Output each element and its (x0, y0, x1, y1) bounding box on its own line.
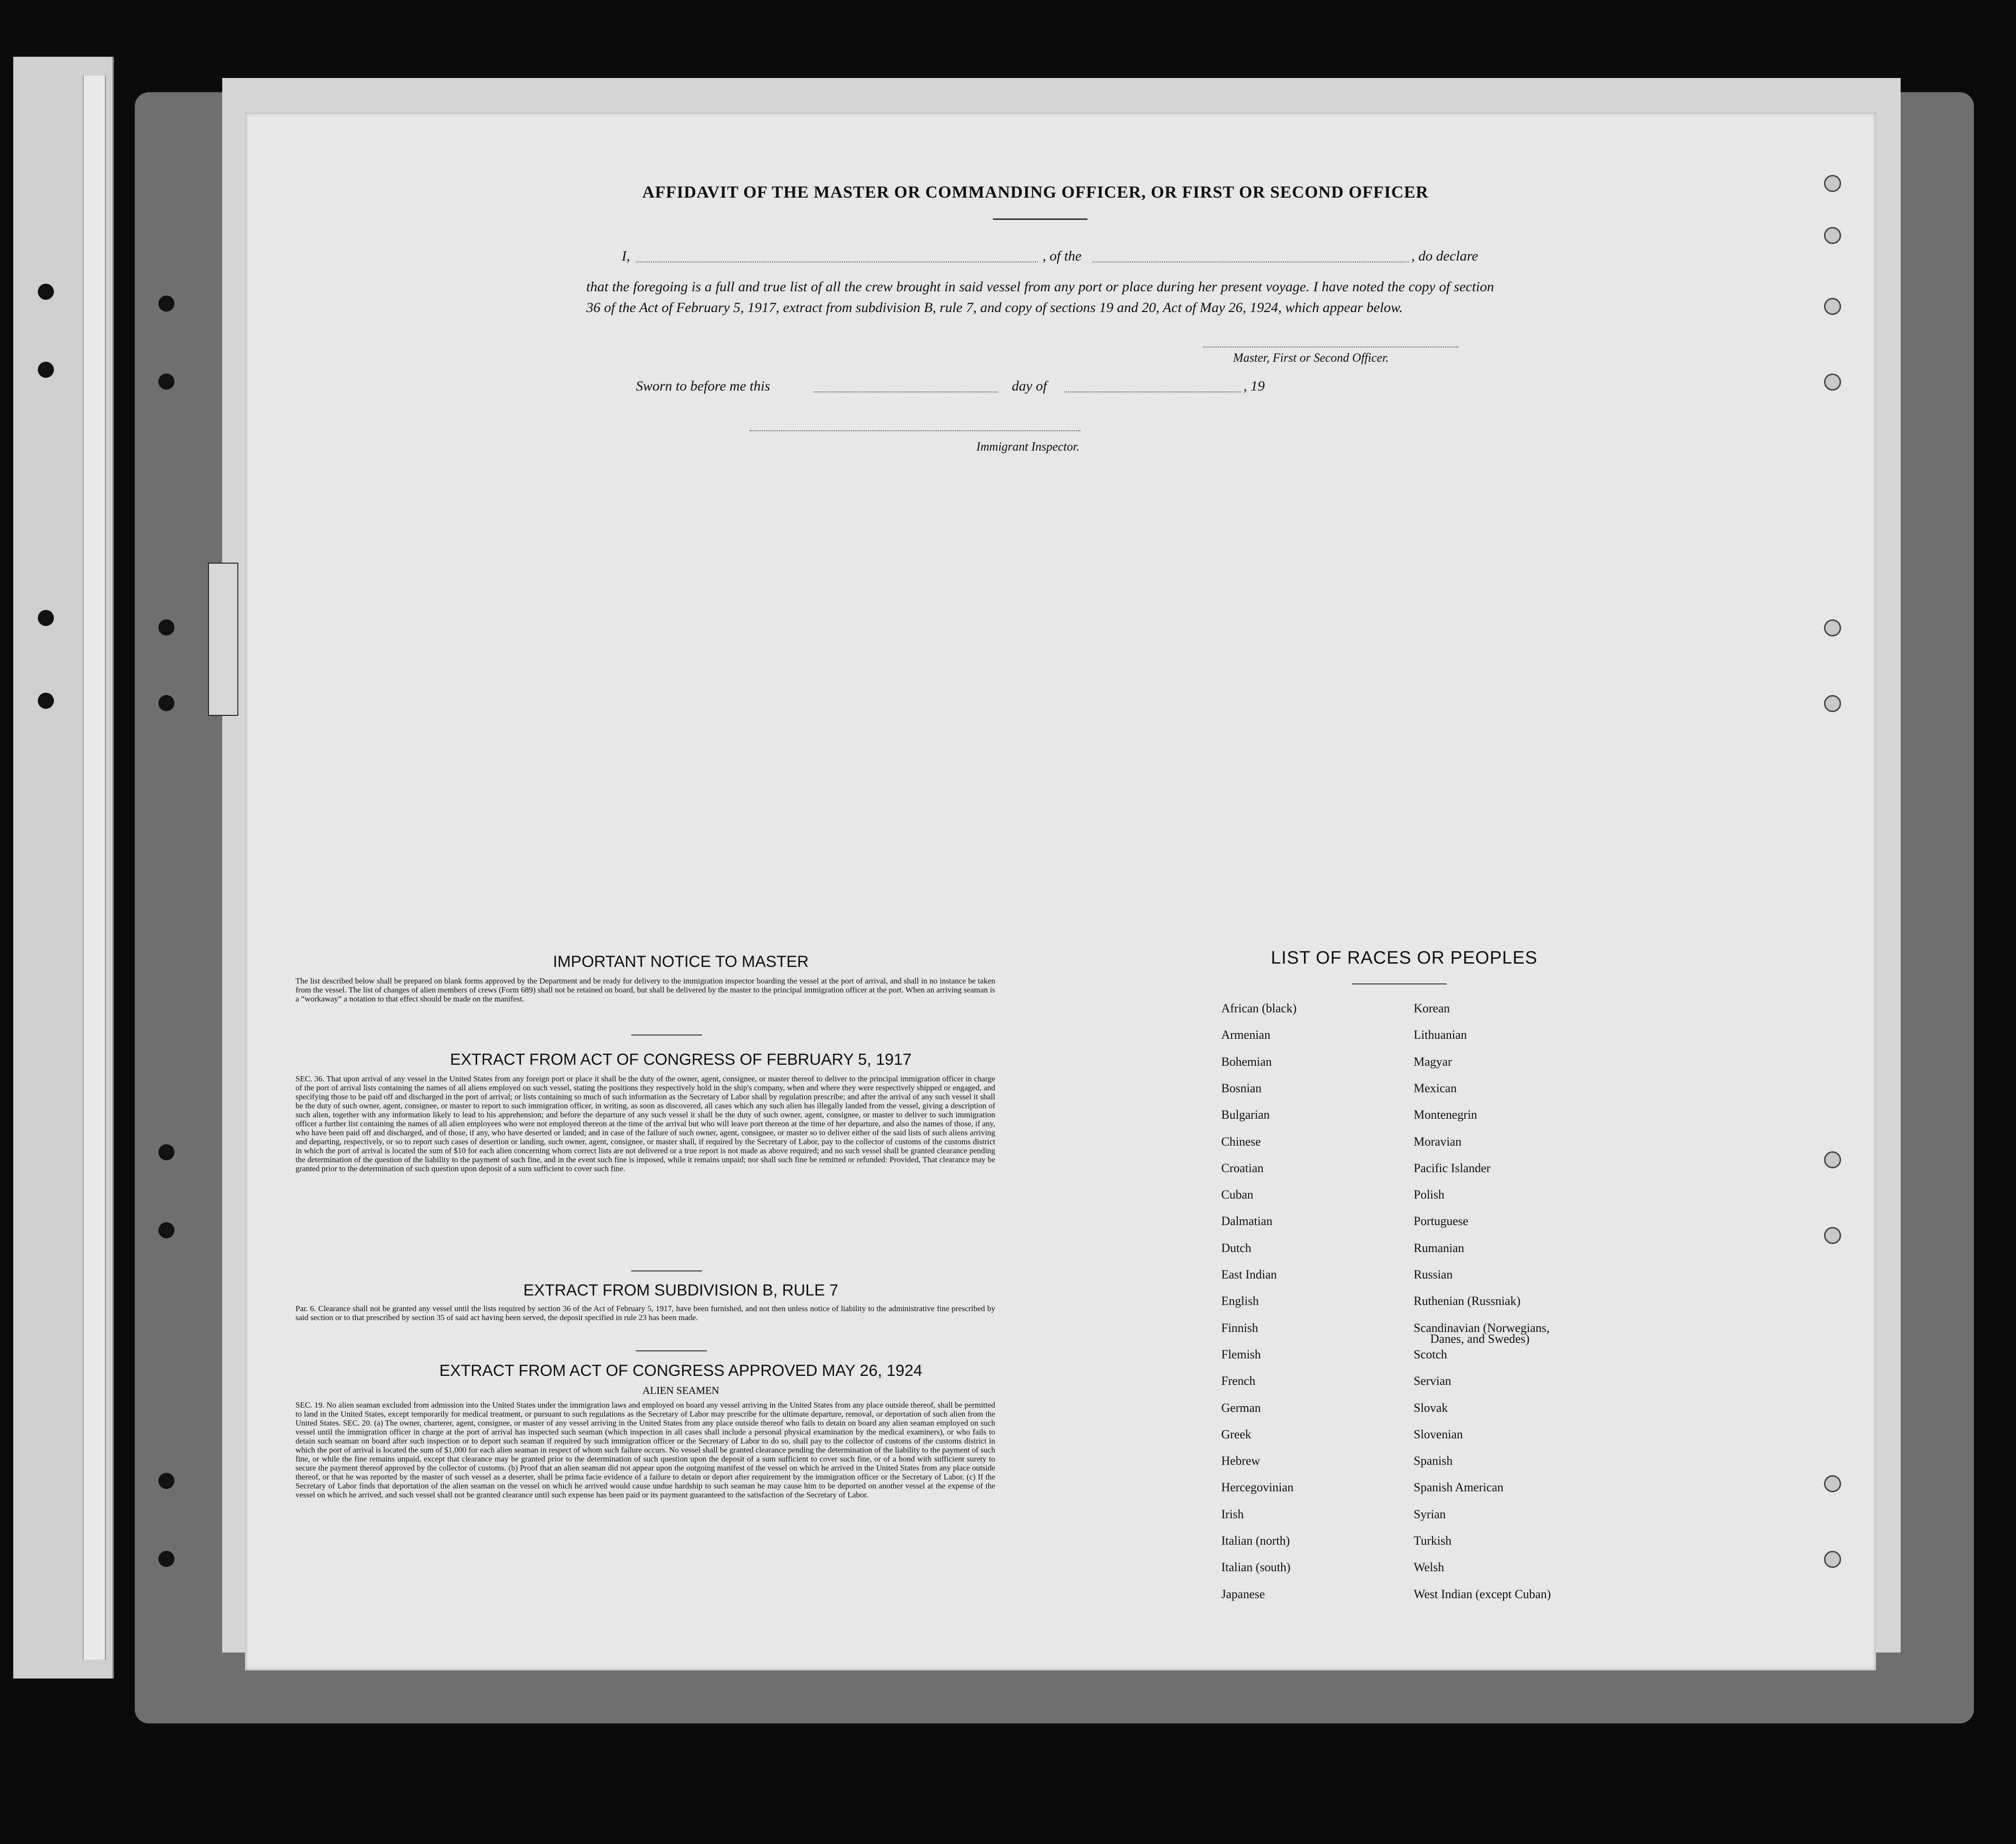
race-item: Slovak (1414, 1400, 1448, 1415)
race-item: African (black) (1221, 1001, 1297, 1015)
inspector-signature-field[interactable] (749, 417, 1080, 431)
of-the-label: , of the (1043, 248, 1082, 264)
race-item: Portuguese (1414, 1214, 1469, 1228)
race-item: Hebrew (1221, 1454, 1260, 1468)
punch-hole (38, 362, 54, 378)
side-tab (208, 563, 238, 716)
race-item-continuation: Danes, and Swedes) (1430, 1332, 1530, 1346)
race-item: Hercegovinian (1221, 1480, 1294, 1495)
race-item: Armenian (1221, 1028, 1270, 1042)
binder-hole (158, 1144, 174, 1160)
race-item: Slovenian (1414, 1427, 1463, 1441)
binder-hole (158, 374, 174, 390)
race-item: Lithuanian (1414, 1028, 1467, 1042)
punch-hole (38, 693, 54, 709)
left-page-edge (83, 76, 106, 1660)
binder-hole (158, 1473, 174, 1489)
page-hole (1824, 1551, 1841, 1568)
vessel-name-field[interactable] (1092, 248, 1409, 262)
race-item: Korean (1414, 1001, 1450, 1015)
race-item: Welsh (1414, 1560, 1444, 1574)
race-item: Rumanian (1414, 1241, 1464, 1255)
page-hole (1824, 1475, 1841, 1492)
race-item: English (1221, 1294, 1259, 1308)
alien-seamen-subtitle: ALIEN SEAMEN (643, 1384, 719, 1396)
race-item: Japanese (1221, 1587, 1265, 1601)
race-item: Ruthenian (Russniak) (1414, 1294, 1521, 1308)
rule-7-title: EXTRACT FROM SUBDIVISION B, RULE 7 (523, 1281, 839, 1299)
title-rule (993, 218, 1087, 220)
extract-1924-title: EXTRACT FROM ACT OF CONGRESS APPROVED MAY 26, 1924 (439, 1362, 922, 1380)
race-item: French (1221, 1374, 1256, 1388)
sworn-label: Sworn to before me this (636, 378, 770, 394)
do-declare-label: , do declare (1411, 248, 1478, 264)
punch-hole (38, 610, 54, 626)
race-item: West Indian (except Cuban) (1414, 1587, 1551, 1601)
signature-label: Master, First or Second Officer. (1233, 351, 1389, 365)
race-item: Moravian (1414, 1134, 1462, 1148)
race-item: Spanish American (1414, 1480, 1503, 1495)
race-item: Irish (1221, 1507, 1244, 1521)
race-item: East Indian (1221, 1268, 1277, 1281)
race-item: Spanish (1414, 1454, 1453, 1468)
declarant-name-field[interactable] (636, 248, 1038, 262)
rule-7-text: Par. 6. Clearance shall not be granted any vessel until the lists required by section 36 of the Act of February 5, 1917, have been furnished, and not then unless notice of liability to the administrative fine prescribed by said section or to that prescribed by section 35 of said act having been served, the deposit specified in rule 23 has been made. (295, 1304, 995, 1322)
page-hole (1824, 1151, 1841, 1168)
race-item: Turkish (1414, 1534, 1451, 1548)
sworn-month-field[interactable] (1064, 378, 1241, 392)
page-hole (1824, 374, 1841, 391)
section-rule (636, 1350, 707, 1351)
races-title-rule (1352, 983, 1447, 984)
race-item: Montenegrin (1414, 1108, 1477, 1122)
day-of-label: day of (1012, 378, 1047, 394)
race-item: Russian (1414, 1268, 1453, 1281)
extract-1917-title: EXTRACT FROM ACT OF CONGRESS OF FEBRUARY 5, 1917 (450, 1051, 912, 1069)
binder-hole (158, 695, 174, 711)
year-label: , 19 (1243, 378, 1265, 394)
race-item: Syrian (1414, 1507, 1446, 1521)
race-item: Cuban (1221, 1188, 1253, 1202)
race-item: Magyar (1414, 1054, 1452, 1069)
race-item: Bosnian (1221, 1081, 1262, 1095)
race-item: Scotch (1414, 1347, 1447, 1361)
notice-text: The list described below shall be prepared on blank forms approved by the Department and be ready for delivery to the immigration inspector boarding the vessel at the port of arrival, and shall in no instance be taken from the vessel. The list of changes of alien members of crews (Form 689) shall not be retained on board, but shall be delivered by the master to the principal immigration officer at the port. When an arriving seaman is a “workaway” a notation to that effect should be made on the manifest. (295, 976, 995, 1003)
race-item: Mexican (1414, 1081, 1457, 1095)
affidavit-title: AFFIDAVIT OF THE MASTER OR COMMANDING OFFICER, OR FIRST OR SECOND OFFICER (642, 183, 1429, 201)
punch-hole (38, 284, 54, 300)
race-item: Croatian (1221, 1161, 1264, 1175)
race-item: Dalmatian (1221, 1214, 1273, 1228)
page-hole (1824, 695, 1841, 712)
race-item: Flemish (1221, 1347, 1261, 1361)
page-hole (1824, 175, 1841, 192)
page-hole (1824, 298, 1841, 315)
race-item: Servian (1414, 1374, 1451, 1388)
officer-signature-field[interactable] (1203, 333, 1459, 348)
race-item: German (1221, 1400, 1261, 1415)
race-item: Italian (south) (1221, 1560, 1291, 1574)
race-item: Finnish (1221, 1321, 1259, 1335)
section-rule (631, 1270, 702, 1271)
race-item: Dutch (1221, 1241, 1251, 1255)
sworn-day-field[interactable] (813, 378, 998, 392)
extract-1924-text: SEC. 19. No alien seaman excluded from admission into the United States under the immigration laws and employed on board any vessel arriving in the United States from any place outside thereof, shall be permitted to land in the United States, except temporarily for medical treatment, or pursuant to such regulations as the Secretary of Labor may prescribe for the ultimate departure, removal, or deportation of such alien from the United States. SEC. 20. (a) The owner, charterer, agent, consignee, or master of any vessel arriving in the United States from any place outside thereof who fails to detain on board any alien seaman employed on such vessel until the immigration officer in charge at the port of arrival has inspected such seaman (which inspection in all cases shall include a personal physical examination by the medical examiners), or who fails to detain such seaman on board after such inspection or to deport such seaman if required by such immigration officer or the Secretary of Labor to do so, shall pay to the collector of customs of the customs district in which the port of arrival is located the sum of $1,000 for each alien seaman in respect of whom such failure occurs. No vessel shall be granted clearance pending the determination of the liability to the payment of such fine, or while the fine remains unpaid, except that clearance may be granted prior to the determination of such question upon the deposit of a sum sufficient to cover such fine, or of a bond with sufficient surety to secure the payment thereof approved by the collector of customs. (b) Proof that an alien seaman did not appear upon the outgoing manifest of the vessel on which he arrived in the United States from any place outside thereof, or that he was reported by the master of such vessel as a deserter, shall be prima facie evidence of a failure to detain or deport after requirement by the immigration officer or the Secretary of Labor. (c) If the Secretary of Labor finds that deportation of the alien seaman on the vessel on which he arrived would cause undue hardship to such seaman he may cause him to be deported on another vessel at the expense of the vessel on which he arrived, and such vessel shall not be granted clearance until such expense has been paid or its payment guaranteed to the satisfaction of the Secretary of Labor. (295, 1400, 995, 1499)
affidavit-statement: that the foregoing is a full and true list of all the crew brought in said vessel from any port or place during her present voyage. I have noted the copy of section 36 of the Act of February 5, 1917, extract from subdivision B, rule 7, and copy of sections 19 and 20, Act of May 26, 1924, which appear below. (586, 279, 1494, 315)
race-item: Bulgarian (1221, 1108, 1270, 1122)
page-hole (1824, 1227, 1841, 1244)
page-hole (1824, 619, 1841, 636)
binder-hole (158, 296, 174, 312)
inspector-label: Immigrant Inspector. (976, 440, 1080, 453)
binder-hole (158, 1551, 174, 1567)
race-item: Chinese (1221, 1134, 1261, 1148)
race-item: Bohemian (1221, 1054, 1272, 1069)
race-item: Greek (1221, 1427, 1251, 1441)
extract-1917-text: SEC. 36. That upon arrival of any vessel in the United States from any foreign port or place it shall be the duty of the owner, agent, consignee, or master thereof to deliver to the principal immigration officer in charge of the port of arrival lists containing the names of all aliens employed on such vessel, stating the positions they respectively hold in the ship's company, when and where they were respectively shipped or engaged, and specifying those to be paid off and discharged in the port of arrival; or lists containing so much of such information as the Secretary of Labor shall by regulation prescribe; and after the arrival of any such vessel it shall be the duty of such owner, agent, consignee, or master to report to such immigration officer, in writing, as soon as discovered, all cases which any such alien has illegally landed from the vessel, giving a description of such alien, together with any information likely to lead to his apprehension; and before the departure of any such vessel it shall be the duty of such owner, agent, consignee, or master to deliver to such immigration officer a further list containing the names of all alien employees who were not employed thereon at the time of the arrival but who will leave port thereon at the time of her departure, and also the names of those, if any, who have been paid off and discharged, and of those, if any, who have deserted or landed; and in case of the failure of such owner, agent, consignee, or master so to deliver either of the said lists of such aliens arriving and departing, respectively, or so to report such cases of desertion or landing, such owner, agent, consignee, or master shall, if required by the Secretary of Labor, pay to the collector of customs of the customs district in which the port of arrival is located the sum of $10 for each alien concerning whom correct lists are not delivered or a true report is not made as above required; and no such vessel shall be granted clearance pending the determination of the question of the liability to the payment of such fine, and in the event such fine is imposed, while it remains unpaid; nor shall such fine be remitted or refunded: Provided, That clearance may be granted prior to the determination of such question upon deposit of a sum sufficient to cover such fine. (295, 1074, 995, 1173)
race-item: Italian (north) (1221, 1534, 1290, 1548)
race-item: Polish (1414, 1188, 1445, 1202)
race-item: Scandinavian (Norwegians, (1414, 1321, 1550, 1335)
declarant-prefix: I, (622, 248, 630, 264)
page-hole (1824, 227, 1841, 244)
races-title: LIST OF RACES OR PEOPLES (1271, 948, 1538, 968)
binder-hole (158, 1222, 174, 1238)
notice-title: IMPORTANT NOTICE TO MASTER (553, 953, 809, 971)
race-item: Pacific Islander (1414, 1161, 1491, 1175)
binder-hole (158, 619, 174, 635)
